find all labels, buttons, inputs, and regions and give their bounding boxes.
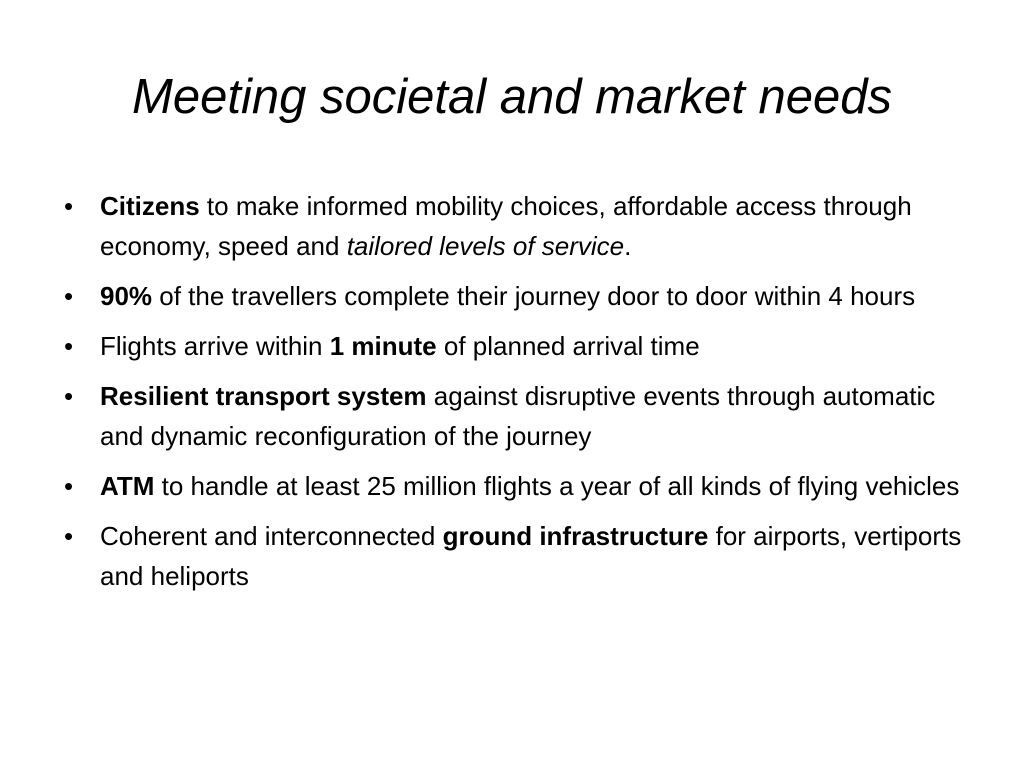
bullet-citizens [64, 186, 964, 266]
bullet-strong: Resilient transport system [100, 381, 427, 411]
bullet-resilient [64, 376, 964, 456]
bullet-text: Coherent and interconnected [100, 521, 443, 551]
bullet-travellers [64, 276, 964, 316]
bullet-list [64, 186, 964, 606]
bullet-strong: 1 minute [329, 331, 437, 361]
slide-title: Meeting societal and market needs [132, 70, 892, 124]
bullet-dot-icon: • [64, 191, 74, 221]
bullet-strong: ATM [100, 471, 155, 501]
bullet-atm [64, 466, 964, 506]
bullet-text: Flights arrive within [100, 331, 330, 361]
bullet-flights [64, 326, 964, 366]
bullet-text-end: . [624, 231, 632, 261]
bullet-text: to handle at least 25 million flights a year of all kinds of flying vehicles [154, 471, 960, 501]
bullet-dot-icon: • [64, 331, 74, 361]
bullet-strong: ground infrastructure [442, 521, 709, 551]
bullet-dot-icon: • [64, 381, 74, 411]
bullet-text-end: for airports, vertiports and heliports [100, 521, 962, 591]
bullet-dot-icon: • [64, 471, 74, 501]
bullet-dot-icon: • [64, 281, 74, 311]
bullet-emphasis: tailored levels of service [346, 231, 625, 261]
bullet-text-end: of planned arrival time [436, 331, 700, 361]
bullet-dot-icon: • [64, 521, 74, 551]
bullet-strong: Citizens [100, 191, 200, 221]
bullet-text: against disruptive events through automatic and dynamic reconfiguration of the journey [100, 381, 936, 451]
bullet-text: to make informed mobility choices, affordable access through economy, speed and [100, 191, 912, 261]
bullet-text: of the travellers complete their journey door to door within 4 hours [152, 281, 916, 311]
bullet-strong: 90% [100, 281, 153, 311]
bullet-infrastructure [64, 516, 964, 596]
